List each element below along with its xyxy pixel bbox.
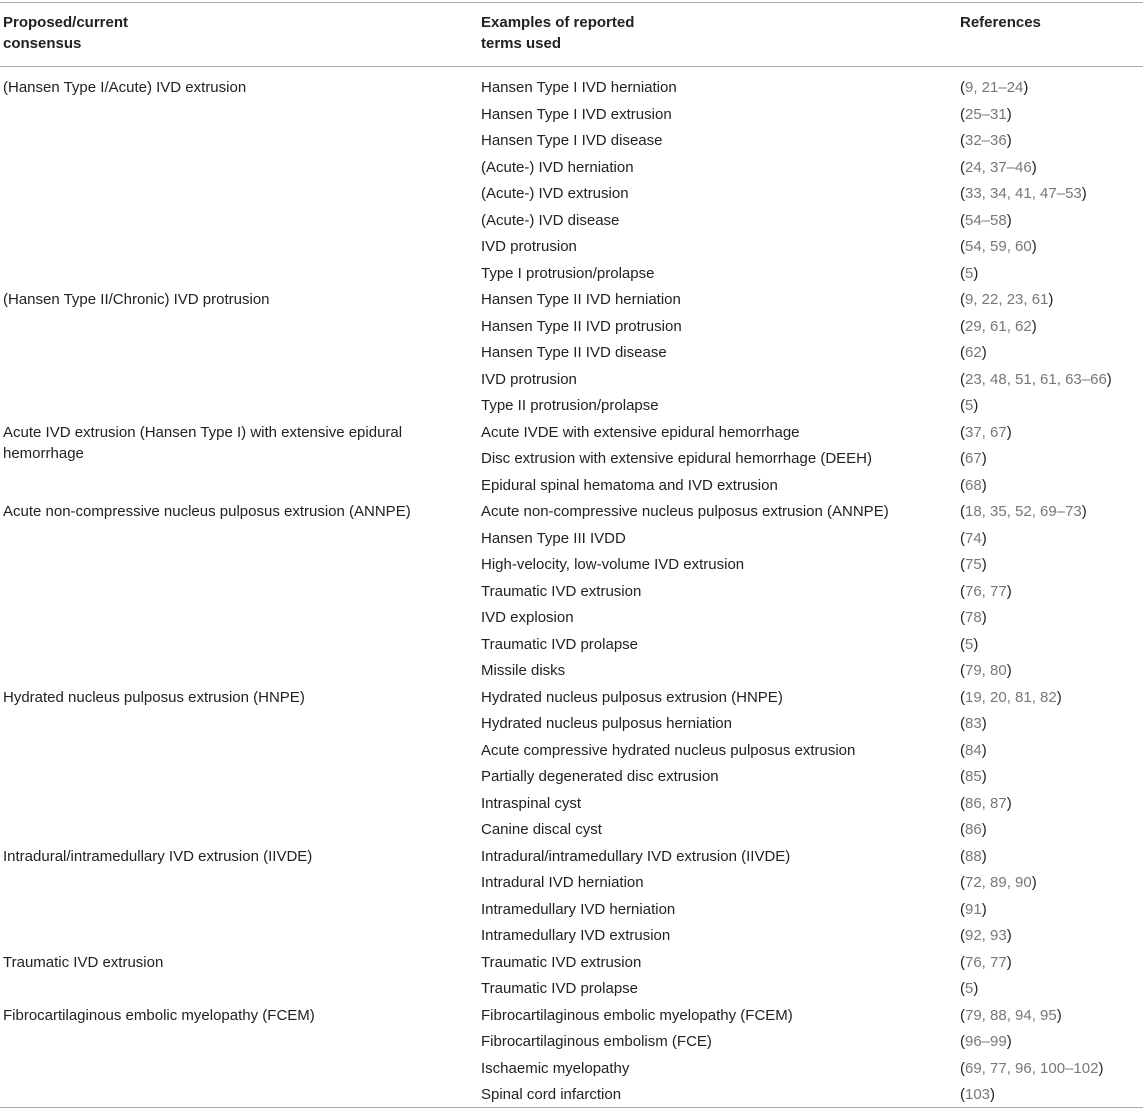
term-list	[481, 77, 1143, 289]
consensus-cell: (Hansen Type I/Acute) IVD extrusion	[3, 79, 247, 96]
reference-link[interactable]: 85	[965, 768, 982, 785]
reference-cell[interactable]: (19, 20, 81, 82)	[960, 688, 1062, 706]
reference-link[interactable]: 37, 67	[965, 423, 1007, 441]
reference-cell[interactable]: (92, 93)	[960, 927, 1012, 944]
term-cell: Intramedullary IVD extrusion	[481, 927, 671, 944]
term-cell: Intradural IVD herniation	[481, 874, 644, 891]
term-cell: (Acute-) IVD extrusion	[481, 185, 629, 202]
reference-link[interactable]: 24, 37–46	[965, 158, 1032, 176]
reference-cell[interactable]: (91)	[960, 900, 987, 918]
header-consensus: Proposed/current consensus	[3, 14, 129, 52]
reference-cell[interactable]: (9, 21–24)	[960, 79, 1029, 96]
table-group	[0, 687, 1143, 846]
reference-cell[interactable]: (85)	[960, 768, 987, 785]
term-cell: Hansen Type III IVDD	[481, 529, 626, 547]
term-cell: Hydrated nucleus pulposus herniation	[481, 715, 732, 732]
reference-link[interactable]: 54, 59, 60	[965, 238, 1032, 255]
table-row	[481, 872, 1143, 899]
term-cell: Epidural spinal hematoma and IVD extrusion	[481, 476, 778, 494]
table-row	[481, 77, 1143, 104]
table-row	[481, 819, 1143, 846]
reference-link[interactable]: 5	[965, 980, 974, 997]
consensus-cell: Acute non-compressive nucleus pulposus extrusion (ANNPE)	[3, 503, 411, 520]
reference-link[interactable]: 75	[965, 556, 982, 573]
table-row	[481, 952, 1143, 979]
table-group	[0, 77, 1143, 289]
consensus-cell: Hydrated nucleus pulposus extrusion (HNPE)	[3, 688, 305, 706]
reference-cell[interactable]: (29, 61, 62)	[960, 317, 1037, 335]
term-cell: Acute non-compressive nucleus pulposus extrusion (ANNPE)	[481, 503, 889, 520]
reference-link[interactable]: 5	[965, 264, 974, 282]
header-references: References	[960, 14, 1041, 31]
reference-link[interactable]: 86, 87	[965, 794, 1007, 812]
term-cell: Acute IVDE with extensive epidural hemorrhage	[481, 423, 800, 441]
table-body	[0, 77, 1143, 1111]
table-row	[481, 607, 1143, 634]
table-row	[481, 978, 1143, 1005]
header-rule	[0, 66, 1143, 67]
table-row	[481, 395, 1143, 422]
table-row	[481, 104, 1143, 131]
reference-cell[interactable]: (86)	[960, 821, 987, 838]
reference-link[interactable]: 88	[965, 847, 982, 865]
reference-link[interactable]: 84	[965, 741, 982, 759]
table-row	[481, 157, 1143, 184]
reference-link[interactable]: 79, 88, 94, 95	[965, 1006, 1057, 1024]
term-cell: IVD protrusion	[481, 238, 577, 255]
reference-link[interactable]: 91	[965, 900, 982, 918]
term-cell: High-velocity, low-volume IVD extrusion	[481, 556, 745, 573]
table-row	[481, 263, 1143, 290]
consensus-cell: Fibrocartilaginous embolic myelopathy (FCEM)	[3, 1006, 315, 1024]
table-row	[481, 342, 1143, 369]
reference-link[interactable]: 68	[965, 476, 982, 494]
reference-link[interactable]: 18, 35, 52, 69–73	[965, 503, 1082, 520]
reference-cell[interactable]: (79, 80)	[960, 662, 1012, 679]
term-list	[481, 687, 1143, 846]
table-row	[481, 236, 1143, 263]
reference-link[interactable]: 5	[965, 397, 974, 414]
reference-cell[interactable]: (5)	[960, 397, 979, 414]
term-cell: Spinal cord infarction	[481, 1086, 622, 1103]
term-cell: Type I protrusion/prolapse	[481, 264, 655, 282]
reference-link[interactable]: 54–58	[965, 211, 1007, 229]
table-row	[481, 581, 1143, 608]
term-cell: IVD explosion	[481, 609, 574, 626]
reference-cell[interactable]: (75)	[960, 556, 987, 573]
table-row	[481, 528, 1143, 555]
term-cell: Traumatic IVD extrusion	[481, 582, 642, 600]
reference-cell[interactable]: (23, 48, 51, 61, 63–66)	[960, 370, 1112, 388]
term-cell: Fibrocartilaginous embolic myelopathy (FCEM)	[481, 1006, 793, 1024]
reference-cell[interactable]: (88)	[960, 847, 987, 865]
reference-cell[interactable]: (74)	[960, 529, 987, 547]
reference-cell[interactable]: (37, 67)	[960, 423, 1012, 441]
table-row	[481, 660, 1143, 687]
reference-link[interactable]: 5	[965, 635, 974, 653]
table-group	[0, 952, 1143, 1005]
term-cell: Traumatic IVD prolapse	[481, 635, 639, 653]
reference-link[interactable]: 83	[965, 715, 982, 732]
table-group	[0, 846, 1143, 952]
reference-cell[interactable]: (32–36)	[960, 132, 1012, 149]
term-cell: Partially degenerated disc extrusion	[481, 768, 719, 785]
reference-cell[interactable]: (5)	[960, 980, 979, 997]
table-row	[481, 369, 1143, 396]
header-terms: Examples of reported terms used	[481, 14, 635, 52]
table-row	[481, 713, 1143, 740]
term-cell: Hansen Type II IVD disease	[481, 344, 667, 361]
term-cell: Ischaemic myelopathy	[481, 1059, 630, 1077]
reference-cell[interactable]: (78)	[960, 609, 987, 626]
reference-link[interactable]: 9, 22, 23, 61	[965, 291, 1049, 308]
table-row	[481, 183, 1143, 210]
consensus-cell: Acute IVD extrusion (Hansen Type I) with extensive epidural hemorrhage	[3, 423, 403, 462]
term-cell: Intramedullary IVD herniation	[481, 900, 676, 918]
reference-cell[interactable]: (86, 87)	[960, 794, 1012, 812]
reference-link[interactable]: 74	[965, 529, 982, 547]
table-top-rule	[0, 2, 1143, 3]
reference-cell[interactable]: (62)	[960, 344, 987, 361]
reference-cell[interactable]: (76, 77)	[960, 582, 1012, 600]
reference-link[interactable]: 32–36	[965, 132, 1007, 149]
reference-cell[interactable]: (18, 35, 52, 69–73)	[960, 503, 1087, 520]
reference-link[interactable]: 76, 77	[965, 582, 1007, 600]
term-list	[481, 846, 1143, 952]
term-list	[481, 952, 1143, 1005]
term-cell: Traumatic IVD prolapse	[481, 980, 639, 997]
table-group	[0, 422, 1143, 502]
reference-link[interactable]: 29, 61, 62	[965, 317, 1032, 335]
reference-cell[interactable]: (84)	[960, 741, 987, 759]
reference-cell[interactable]: (68)	[960, 476, 987, 494]
reference-link[interactable]: 33, 34, 41, 47–53	[965, 185, 1082, 202]
reference-cell[interactable]: (25–31)	[960, 105, 1012, 123]
term-list	[481, 501, 1143, 687]
table-row	[481, 475, 1143, 502]
consensus-cell: (Hansen Type II/Chronic) IVD protrusion	[3, 291, 270, 308]
consensus-cell: Traumatic IVD extrusion	[3, 953, 164, 971]
term-cell: Hansen Type I IVD disease	[481, 132, 663, 149]
term-cell: Hydrated nucleus pulposus extrusion (HNPE)	[481, 688, 783, 706]
reference-cell[interactable]: (103)	[960, 1086, 996, 1103]
term-cell: Disc extrusion with extensive epidural hemorrhage (DEEH)	[481, 450, 872, 467]
table-row	[481, 1031, 1143, 1058]
table-row	[481, 130, 1143, 157]
term-cell: Intradural/intramedullary IVD extrusion (IIVDE)	[481, 847, 791, 865]
reference-link[interactable]: 79, 80	[965, 662, 1007, 679]
reference-cell[interactable]: (54, 59, 60)	[960, 238, 1037, 255]
table-row	[481, 289, 1143, 316]
term-cell: Acute compressive hydrated nucleus pulposus extrusion	[481, 741, 856, 759]
reference-link[interactable]: 96–99	[965, 1033, 1007, 1050]
table-row	[481, 210, 1143, 237]
term-cell: Hansen Type I IVD herniation	[481, 79, 677, 96]
table-row	[481, 740, 1143, 767]
reference-cell[interactable]: (9, 22, 23, 61)	[960, 291, 1054, 308]
reference-cell[interactable]: (72, 89, 90)	[960, 874, 1037, 891]
table-row	[481, 316, 1143, 343]
reference-link[interactable]: 86	[965, 821, 982, 838]
reference-link[interactable]: 103	[965, 1086, 991, 1103]
term-cell: Canine discal cyst	[481, 821, 602, 838]
reference-cell[interactable]: (33, 34, 41, 47–53)	[960, 185, 1087, 202]
reference-cell[interactable]: (76, 77)	[960, 953, 1012, 971]
term-cell: Fibrocartilaginous embolism (FCE)	[481, 1033, 712, 1050]
reference-cell[interactable]: (24, 37–46)	[960, 158, 1037, 176]
reference-cell[interactable]: (5)	[960, 635, 979, 653]
reference-cell[interactable]: (79, 88, 94, 95)	[960, 1006, 1062, 1024]
reference-link[interactable]: 72, 89, 90	[965, 874, 1032, 891]
term-cell: (Acute-) IVD disease	[481, 211, 620, 229]
term-cell: Intraspinal cyst	[481, 794, 582, 812]
reference-cell[interactable]: (54–58)	[960, 211, 1012, 229]
reference-cell[interactable]: (83)	[960, 715, 987, 732]
term-cell: Traumatic IVD extrusion	[481, 953, 642, 971]
reference-link[interactable]: 76, 77	[965, 953, 1007, 971]
term-cell: Missile disks	[481, 662, 566, 679]
table-row	[481, 1005, 1143, 1032]
reference-link[interactable]: 9, 21–24	[965, 79, 1024, 96]
term-cell: Type II protrusion/prolapse	[481, 397, 659, 414]
term-cell: (Acute-) IVD herniation	[481, 158, 634, 176]
term-cell: IVD protrusion	[481, 370, 577, 388]
term-cell: Hansen Type I IVD extrusion	[481, 105, 672, 123]
reference-link[interactable]: 19, 20, 81, 82	[965, 688, 1057, 706]
reference-cell[interactable]: (5)	[960, 264, 979, 282]
table-row	[481, 899, 1143, 926]
reference-link[interactable]: 62	[965, 344, 982, 361]
reference-link[interactable]: 23, 48, 51, 61, 63–66	[965, 370, 1107, 388]
term-cell: Hansen Type II IVD protrusion	[481, 317, 682, 335]
reference-link[interactable]: 67	[965, 450, 982, 467]
reference-link[interactable]: 25–31	[965, 105, 1007, 123]
table-row	[481, 925, 1143, 952]
table-row	[481, 448, 1143, 475]
table-group	[0, 501, 1143, 687]
term-list	[481, 422, 1143, 502]
table-row	[481, 846, 1143, 873]
reference-link[interactable]: 69, 77, 96, 100–102	[965, 1059, 1099, 1077]
term-list	[481, 289, 1143, 422]
term-list	[481, 1005, 1143, 1111]
reference-cell[interactable]: (96–99)	[960, 1033, 1012, 1050]
term-cell: Hansen Type II IVD herniation	[481, 291, 681, 308]
table-row	[481, 687, 1143, 714]
consensus-cell: Intradural/intramedullary IVD extrusion (IIVDE)	[3, 847, 313, 865]
table-bottom-rule	[0, 1107, 1143, 1108]
table-row	[481, 766, 1143, 793]
table-row	[481, 1058, 1143, 1085]
table-row	[481, 554, 1143, 581]
reference-link[interactable]: 78	[965, 609, 982, 626]
reference-cell[interactable]: (67)	[960, 450, 987, 467]
table-group	[0, 1005, 1143, 1111]
reference-link[interactable]: 92, 93	[965, 927, 1007, 944]
table-row	[481, 422, 1143, 449]
table-row	[481, 634, 1143, 661]
table-row	[481, 501, 1143, 528]
table-group	[0, 289, 1143, 422]
reference-cell[interactable]: (69, 77, 96, 100–102)	[960, 1059, 1104, 1077]
table-row	[481, 793, 1143, 820]
